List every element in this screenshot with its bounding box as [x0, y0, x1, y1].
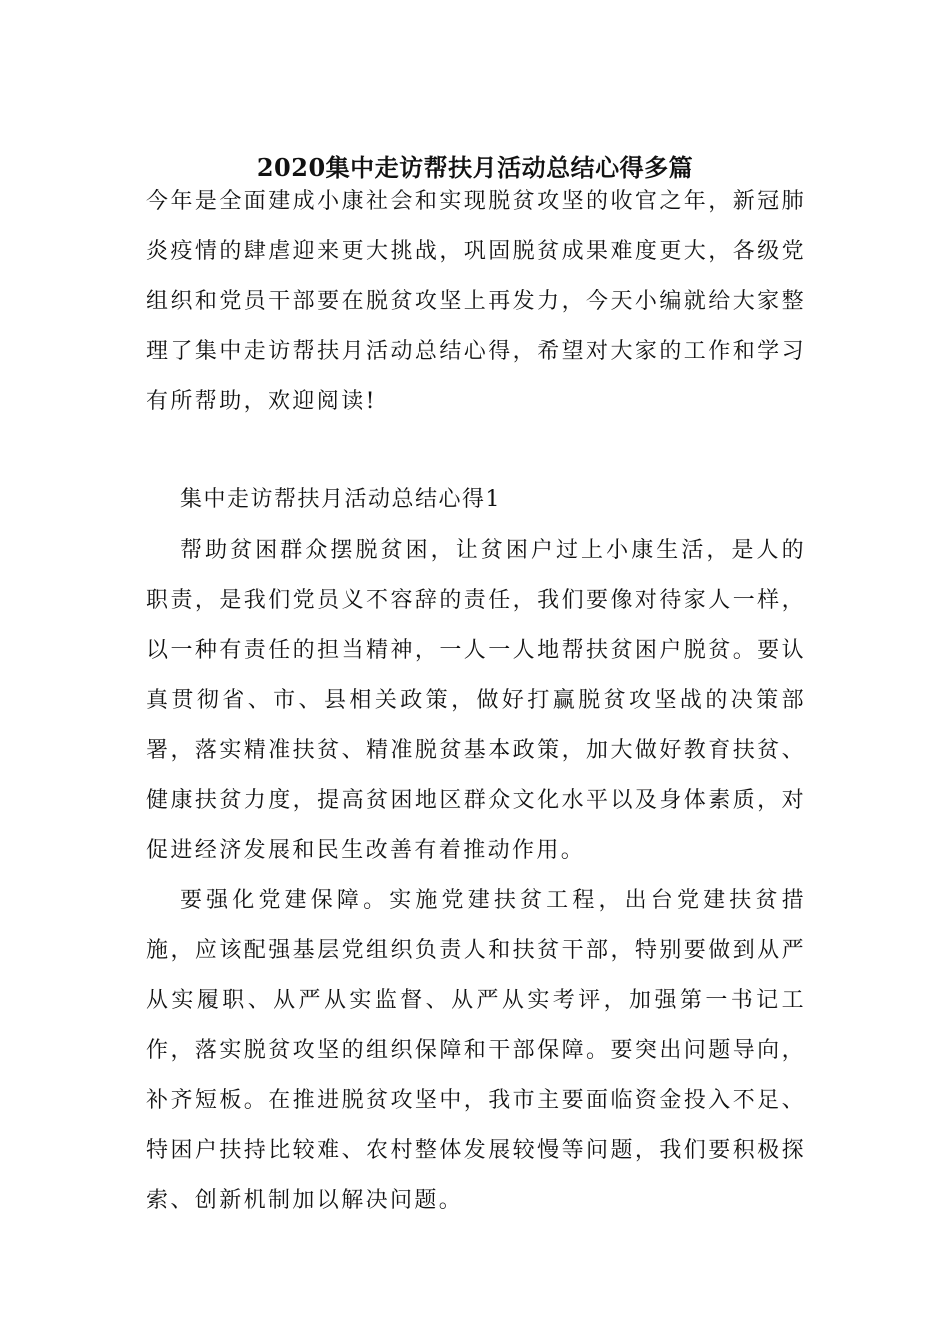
document-title: 2020集中走访帮扶月活动总结心得多篇 [256, 153, 694, 183]
body-paragraph-2: 要强化党建保障。实施党建扶贫工程，出台党建扶贫措施，应该配强基层党组织负责人和扶贫干部，特别要做到从严从实履职、从严从实监督、从严从实考评，加强第一书记工作，落实脱贫攻坚的组织保障和干部保障。要突出问题导向，补齐短板。在推进脱贫攻坚中，我市主要面临资金投入不足、特困户扶持比较难、农村整体发展较慢等问题，我们要积极探索、创新机制加以解决问题。 [146, 888, 806, 1213]
section-heading: 集中走访帮扶月活动总结心得1 [180, 487, 501, 512]
body-paragraph-1: 帮助贫困群众摆脱贫困，让贫困户过上小康生活，是人的职责，是我们党员义不容辞的责任，我们要像对待家人一样，以一种有责任的担当精神，一人一人地帮扶贫困户脱贫。要认真贯彻省、市、县相关政策，做好打赢脱贫攻坚战的决策部署，落实精准扶贫、精准脱贫基本政策，加大做好教育扶贫、健康扶贫力度，提高贫困地区群众文化水平以及身体素质，对促进经济发展和民生改善有着推动作用。 [146, 538, 806, 863]
intro-paragraph: 今年是全面建成小康社会和实现脱贫攻坚的收官之年，新冠肺炎疫情的肆虐迎来更大挑战，巩固脱贫成果难度更大，各级党组织和党员干部要在脱贫攻坚上再发力，今天小编就给大家整理了集中走访帮扶月活动总结心得，希望对大家的工作和学习有所帮助，欢迎阅读! [146, 189, 806, 414]
